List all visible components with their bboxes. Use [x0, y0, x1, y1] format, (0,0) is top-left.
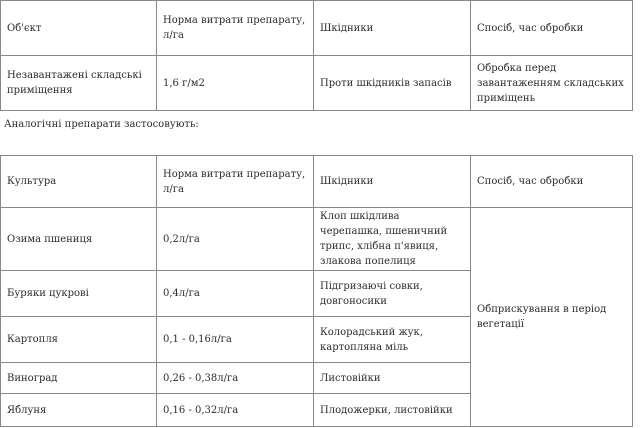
note-text: Аналогічні препарати застосовують:: [4, 119, 199, 130]
cell-crop: Яблуня: [1, 394, 157, 427]
cell-rate: 0,2л/га: [157, 208, 314, 271]
cell-rate: 0,4л/га: [157, 271, 314, 317]
cell-rate: 0,26 - 0,38л/га: [157, 363, 314, 394]
cell-crop: Буряки цукрові: [1, 271, 157, 317]
cell-method: Обприскування в період вегетації: [471, 208, 633, 427]
table-header-row: [1, 156, 633, 208]
cell-pests: Підгризаючі совки, довгоносики: [314, 271, 471, 317]
header-rate: Норма витрати препарату, л/га: [157, 1, 314, 56]
treatment-table-storage: [0, 0, 633, 111]
cell-pests: Плодожерки, листовійки: [314, 394, 471, 427]
cell-pests: Клоп шкідлива черепашка, пшеничний трипс, хлібна п'явиця, злакова попелиця: [314, 208, 471, 271]
header-crop: Культура: [1, 156, 157, 208]
cell-crop: Виноград: [1, 363, 157, 394]
treatment-table-crops: [0, 155, 633, 427]
cell-pests: Проти шкідників запасів: [314, 56, 471, 111]
header-rate: Норма витрати препарату, л/га: [157, 156, 314, 208]
table-row: [1, 208, 633, 271]
header-object: Об'єкт: [1, 1, 157, 56]
cell-rate: 1,6 г/м2: [157, 56, 314, 111]
cell-method: Обробка перед завантаженням складських приміщень: [471, 56, 633, 111]
header-method: Спосіб, час обробки: [471, 156, 633, 208]
header-method: Спосіб, час обробки: [471, 1, 633, 56]
header-pests: Шкідники: [314, 1, 471, 56]
cell-object: Незавантажені складські приміщення: [1, 56, 157, 111]
cell-crop: Картопля: [1, 317, 157, 363]
table-header-row: [1, 1, 633, 56]
cell-rate: 0,1 - 0,16л/га: [157, 317, 314, 363]
cell-rate: 0,16 - 0,32л/га: [157, 394, 314, 427]
cell-pests: Листовійки: [314, 363, 471, 394]
header-pests: Шкідники: [314, 156, 471, 208]
cell-pests: Колорадський жук, картопляна міль: [314, 317, 471, 363]
table-row: [1, 56, 633, 111]
cell-crop: Озима пшениця: [1, 208, 157, 271]
